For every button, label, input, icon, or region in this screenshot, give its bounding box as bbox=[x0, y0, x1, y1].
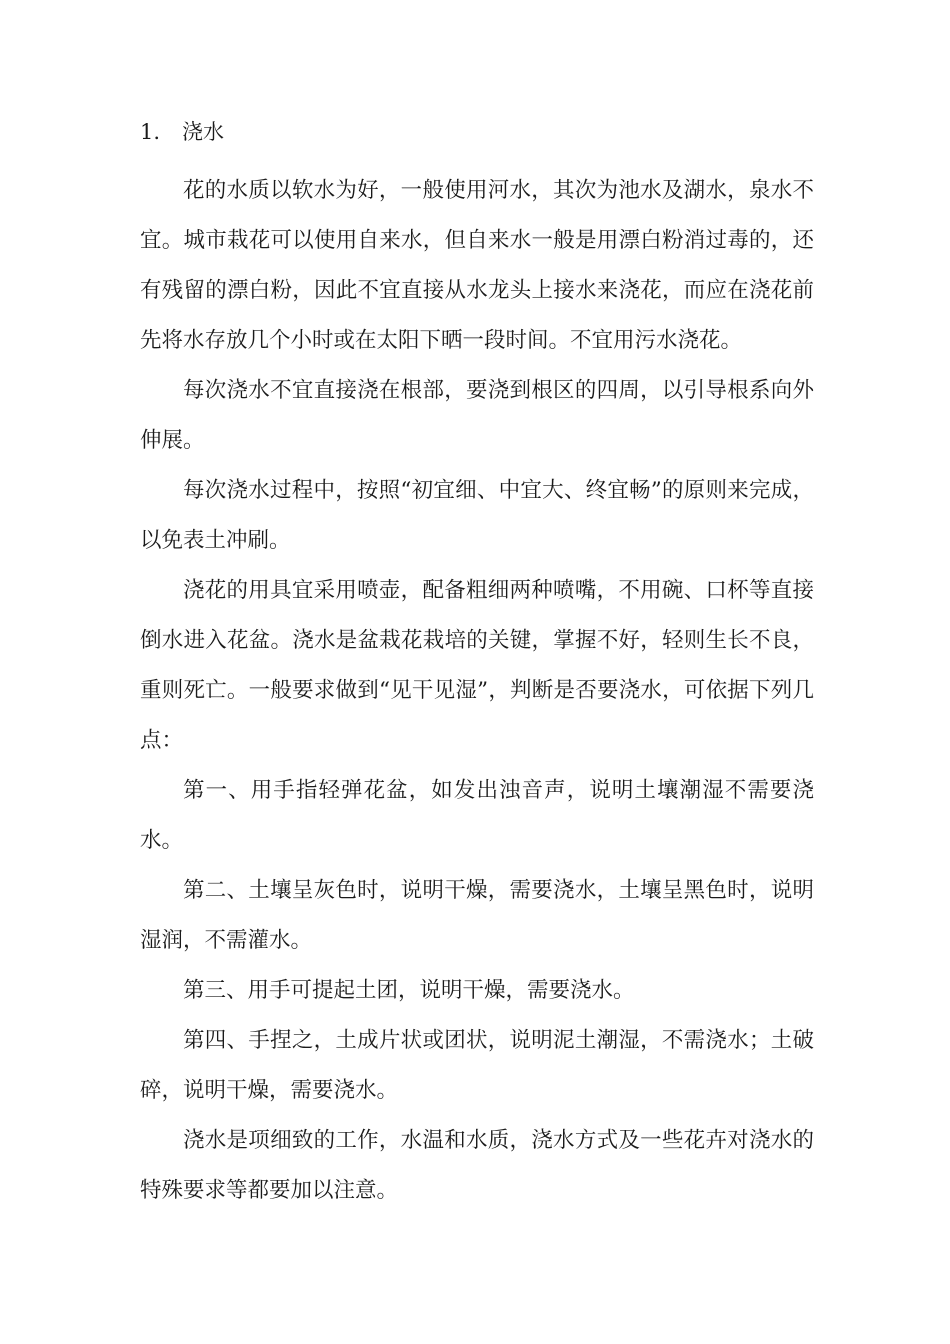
paragraph-watering-tools: 浇花的用具宜采用喷壶，配备粗细两种喷嘴，不用碗、口杯等直接倒水进入花盆。浇水是盆栽花栽培的关键，掌握不好，轻则生长不良，重则死亡。一般要求做到“见干见湿”，判断是否要浇水，可依据下列几点： bbox=[140, 578, 814, 753]
paragraph-watering-position: 每次浇水不宜直接浇在根部，要浇到根区的四周，以引导根系向外伸展。 bbox=[140, 378, 814, 453]
paragraph-water-quality: 花的水质以软水为好，一般使用河水，其次为池水及湖水，泉水不宜。城市栽花可以使用自来水，但自来水一般是用漂白粉消过毒的，还有残留的漂白粉，因此不宜直接从水龙头上接水来浇花，而应在浇花前先将水存放几个小时或在太阳下晒一段时间。不宜用污水浇花。 bbox=[140, 178, 814, 353]
section-heading bbox=[140, 116, 814, 148]
paragraph-point-four: 第四、手捏之，土成片状或团状，说明泥土潮湿，不需浇水；土破碎，说明干燥，需要浇水。 bbox=[140, 1028, 814, 1103]
paragraph-point-two: 第二、土壤呈灰色时，说明干燥，需要浇水，土壤呈黑色时，说明湿润，不需灌水。 bbox=[140, 878, 814, 953]
paragraph-watering-process: 每次浇水过程中，按照“初宜细、中宜大、终宜畅”的原则来完成，以免表土冲刷。 bbox=[140, 478, 814, 553]
paragraph-conclusion: 浇水是项细致的工作，水温和水质，浇水方式及一些花卉对浇水的特殊要求等都要加以注意。 bbox=[140, 1128, 814, 1203]
section-title: 浇水 bbox=[182, 120, 224, 144]
paragraph-point-one: 第一、用手指轻弹花盆，如发出浊音声，说明土壤潮湿不需要浇水。 bbox=[140, 778, 814, 853]
section-number: 1. bbox=[140, 120, 161, 144]
paragraph-point-three: 第三、用手可提起土团，说明干燥，需要浇水。 bbox=[183, 978, 635, 1003]
